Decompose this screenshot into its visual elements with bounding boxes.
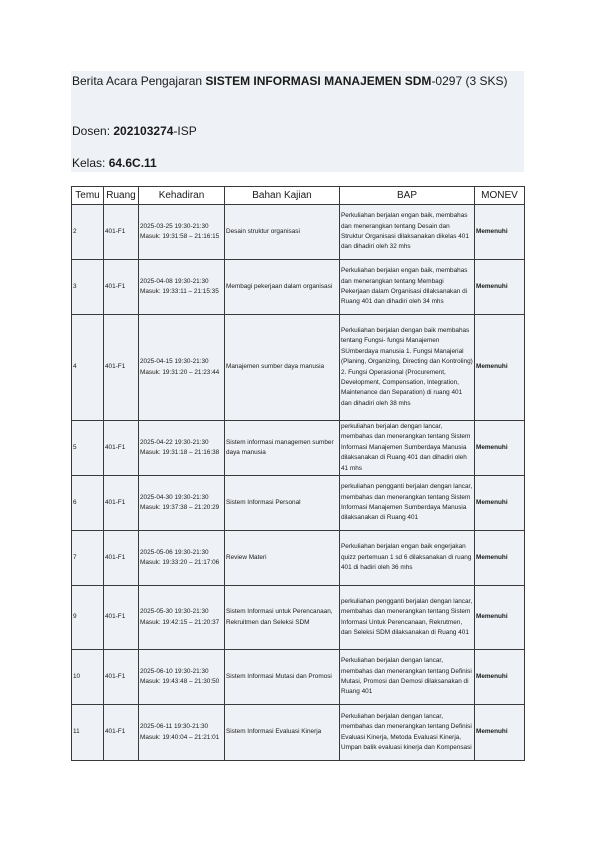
teaching-minutes: Perkuliahan berjalan engan baik, membahas dan menerangkan tentang Membagi Pekerjaan dalam Organisasi dilaksanakan di Ruang 401 dan dihadiri oleh 34 mhs xyxy=(340,260,475,315)
attendance xyxy=(139,315,225,421)
lecturer-label: Dosen: xyxy=(72,124,114,138)
class-value: 64.6C.11 xyxy=(108,156,157,170)
table-row xyxy=(72,421,525,476)
column-header-ruang: Ruang xyxy=(104,187,139,205)
study-material: Manajemen sumber daya manusia xyxy=(225,315,340,421)
monev-status: Memenuhi xyxy=(475,705,525,761)
teaching-minutes: Perkuliahan berjalan engan baik, membahas dan menerangkan tentang Desain dan Struktur Organisasi dilaksanakan dikelas 401 dan dihadiri oleh 32 mhs xyxy=(340,205,475,260)
room: 401-F1 xyxy=(104,705,139,761)
table-header-row xyxy=(72,187,525,205)
study-material: Desain struktur organisasi xyxy=(225,205,340,260)
teaching-minutes: Perkuliahan berjalan dengan baik membahas tentang Fungsi- fungsi Manajemen SUmberdaya manusia 1. Fungsi Manajerial (Planing, Organizing, Directing dan Kontroling) 2. Fungsi Operasional (Procurement, Development, Compensation, Integration, Maintenance dan Separation) di ruang 401 dan dihadiri oleh 38 mhs xyxy=(340,315,475,421)
check-in-time: Masuk: 19:42:15 – 21:20:37 xyxy=(140,618,220,626)
table-row xyxy=(72,650,525,705)
table-row xyxy=(72,260,525,315)
check-in-time: Masuk: 19:33:11 – 21:15:35 xyxy=(140,288,219,295)
table-row xyxy=(72,476,525,531)
meeting-number: 3 xyxy=(72,260,104,315)
report-title xyxy=(72,73,512,89)
room: 401-F1 xyxy=(104,586,139,650)
room: 401-F1 xyxy=(104,260,139,315)
check-in-time: Masuk: 19:37:38 – 21:20:29 xyxy=(140,504,220,511)
schedule: 2025-05-06 19:30-21:30 xyxy=(140,548,209,556)
meeting-number: 10 xyxy=(72,650,104,705)
room: 401-F1 xyxy=(104,421,139,476)
study-material: Sistem Informasi Mutasi dan Promosi xyxy=(225,650,340,705)
schedule: 2025-04-15 19:30-21:30 xyxy=(140,358,209,366)
teaching-minutes: Perkuliahan berjalan engan baik engerjakan quizz pertemuan 1 sd 6 dilaksanakan di ruang 401 di hadiri oleh 36 mhs xyxy=(340,531,475,586)
attendance xyxy=(139,260,225,315)
title-prefix: Berita Acara Pengajaran xyxy=(72,74,206,88)
study-material: Review Materi xyxy=(225,531,340,586)
table-body xyxy=(72,205,525,761)
room: 401-F1 xyxy=(104,650,139,705)
lecturer-line xyxy=(72,123,197,139)
teaching-report-table xyxy=(71,186,525,761)
check-in-time: Masuk: 19:31:58 – 21:16:15 xyxy=(140,233,220,240)
attendance xyxy=(139,531,225,586)
schedule: 2025-04-22 19:30-21:30 xyxy=(140,438,209,446)
schedule: 2025-04-30 19:30-21:30 xyxy=(140,493,209,501)
check-in-time: Masuk: 19:33:20 – 21:17:06 xyxy=(140,559,220,566)
teaching-minutes: Perkuliahan berjalan dengan lancar, membahas dan menerangkan tentang Definisi Evaluasi Kinerja, Metoda Evaluasi Kinerja, Umpan balik evaluasi kinerja dan Kompensasi xyxy=(340,705,475,761)
study-material: Sistem Informasi Evaluasi Kinerja xyxy=(225,705,340,761)
check-in-time: Masuk: 19:43:48 – 21:30:50 xyxy=(140,678,220,685)
schedule: 2025-05-30 19:30-21:30 xyxy=(140,608,209,616)
monev-status: Memenuhi xyxy=(475,586,525,650)
lecturer-code: 202103274 xyxy=(113,124,174,138)
schedule: 2025-03-25 19:30-21:30 xyxy=(140,222,209,230)
meeting-number: 2 xyxy=(72,205,104,260)
attendance xyxy=(139,705,225,761)
class-label: Kelas: xyxy=(72,156,109,170)
table-row xyxy=(72,205,525,260)
attendance xyxy=(139,586,225,650)
room: 401-F1 xyxy=(104,315,139,421)
course-code: -0297 (3 SKS) xyxy=(431,74,508,88)
study-material: Sistem Informasi untuk Perencanaan, Rekruitmen dan Seleksi SDM xyxy=(225,586,340,650)
monev-status: Memenuhi xyxy=(475,476,525,531)
meeting-number: 7 xyxy=(72,531,104,586)
table-row xyxy=(72,531,525,586)
room: 401-F1 xyxy=(104,476,139,531)
lecturer-suffix: -ISP xyxy=(173,124,197,138)
meeting-number: 6 xyxy=(72,476,104,531)
table-row xyxy=(72,586,525,650)
meeting-number: 9 xyxy=(72,586,104,650)
monev-status: Memenuhi xyxy=(475,421,525,476)
monev-status: Memenuhi xyxy=(475,260,525,315)
attendance xyxy=(139,650,225,705)
monev-status: Memenuhi xyxy=(475,205,525,260)
column-header-kehadiran: Kehadiran xyxy=(139,187,225,205)
check-in-time: Masuk: 19:31:18 – 21:16:38 xyxy=(140,449,220,456)
room: 401-F1 xyxy=(104,205,139,260)
teaching-minutes: Perkuliahan berjalan dengan lancar, membahas dan menerangkan tentang Definisi Mutasi, Promosi dan Demosi dilaksanakan di Ruang 401 xyxy=(340,650,475,705)
class-line xyxy=(72,155,157,171)
attendance xyxy=(139,421,225,476)
room: 401-F1 xyxy=(104,531,139,586)
meeting-number: 5 xyxy=(72,421,104,476)
column-header-monev: MONEV xyxy=(475,187,525,205)
schedule: 2025-04-08 19:30-21:30 xyxy=(140,277,209,285)
check-in-time: Masuk: 19:40:04 – 21:21:01 xyxy=(140,733,220,741)
column-header-bap: BAP xyxy=(340,187,475,205)
report-header xyxy=(71,71,524,172)
column-header-bahan-kajian: Bahan Kajian xyxy=(225,187,340,205)
check-in-time: Masuk: 19:31:20 – 21:23:44 xyxy=(140,368,220,376)
teaching-minutes: perkuliahan berjalan dengan lancar, membahas dan menerangkan tentang Sistem Informasi Manajemen Sumberdaya Manusia dilaksanakan di Ruang 401 dan dihadiri oleh 41 mhs xyxy=(340,421,475,476)
meeting-number: 11 xyxy=(72,705,104,761)
monev-status: Memenuhi xyxy=(475,315,525,421)
teaching-minutes: perkuliahan pengganti berjalan dengan lancar, membahas dan menerangkan tentang Sistem Informasi Manajemen Sumberdaya Manusia dilaksanakan di Ruang 401 xyxy=(340,476,475,531)
course-name: SISTEM INFORMASI MANAJEMEN SDM xyxy=(205,74,432,88)
monev-status: Memenuhi xyxy=(475,531,525,586)
schedule: 2025-06-10 19:30-21:30 xyxy=(140,667,209,675)
attendance xyxy=(139,476,225,531)
teaching-minutes: perkuliahan pengganti berjalan dengan lancar, membahas dan menerangkan tentang Sistem Informasi Untuk Perencanaan, Rekrutmen, dan Seleksi SDM dilaksanakan di Ruang 401 xyxy=(340,586,475,650)
table-row xyxy=(72,315,525,421)
table-row xyxy=(72,705,525,761)
study-material: Sistem informasi managemen sumber daya manusia xyxy=(225,421,340,476)
schedule: 2025-06-11 19:30-21:30 xyxy=(140,723,209,731)
study-material: Sistem Informasi Personal xyxy=(225,476,340,531)
column-header-temu: Temu xyxy=(72,187,104,205)
monev-status: Memenuhi xyxy=(475,650,525,705)
attendance xyxy=(139,205,225,260)
study-material: Membagi pekerjaan dalam organisasi xyxy=(225,260,340,315)
meeting-number: 4 xyxy=(72,315,104,421)
